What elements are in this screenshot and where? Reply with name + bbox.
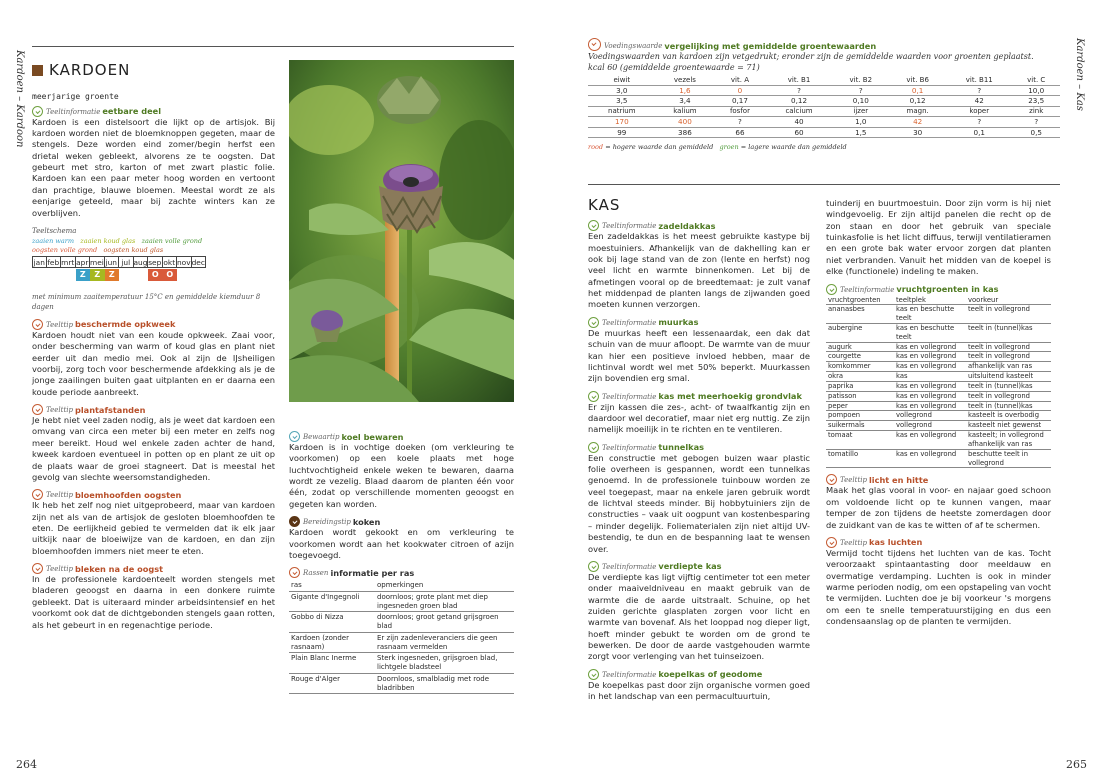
check-icon: [588, 442, 599, 453]
calendar-code-mei: Z: [90, 269, 105, 281]
calendar-months: [32, 256, 275, 268]
voeding-cell: natrium: [588, 106, 656, 116]
section-zadeldakkas: [588, 220, 810, 231]
vruchtgroenten-cell-c: afhankelijk van ras: [966, 362, 1051, 372]
calendar-month-nov: nov: [177, 258, 191, 268]
vruchtgroenten-cell-c: teelt in vollegrond: [966, 391, 1051, 401]
calendar-month-sep: sep: [148, 258, 162, 268]
voeding-cell: 0,12: [766, 96, 833, 107]
vruchtgroenten-row: [826, 411, 1051, 421]
vruchtgroenten-cell-a: aubergine: [826, 324, 894, 343]
rassen-cell-ras: Rouge d'Alger: [289, 673, 375, 694]
calendar-code-mrt: [61, 269, 76, 281]
section-tunnelkas: [588, 442, 810, 453]
zadeldakkas-text: Een zadeldakkas is het meest gebruikte kastype bij moestuiniers. Afhankelijk van de dakhelling kan er ook bij lage stand van de zon (lente en herfst) nog veel licht en warmte binnenkomen. Let bij de afmetingen vooral op de breedtemaat: je zult vanaf het middenpad de planten langs de zijwanden goed moeten kunnen verzorgen.: [588, 231, 810, 310]
vruchtgroenten-cell-b: vollegrond: [894, 411, 966, 421]
teeltschema-legend: [32, 237, 275, 255]
vruchtgroenten-row: [826, 342, 1051, 352]
voeding-cell: 30: [889, 127, 946, 138]
voeding-cell: 0,10: [832, 96, 889, 107]
voeding-cell: vezels: [656, 76, 715, 86]
kardoen-subtitle: meerjarige groente: [32, 92, 119, 102]
vruchtgroenten-cell-c: uitsluitend kasteelt: [966, 372, 1051, 382]
rassen-cell-opm: Sterk ingesneden, grijsgroen blad, lichtgele bladsteel: [375, 653, 514, 674]
calendar-month-okt: okt: [163, 258, 176, 268]
legend-rood-text: = hogere waarde dan gemiddeld: [605, 143, 714, 152]
calendar-code-jan: [32, 269, 47, 281]
vruchtgroenten-cell-b: kas en vollegrond: [894, 401, 966, 411]
muurkas-text: De muurkas heeft een lessenaardak, een dak dat schuin van de muur afloopt. De warmte van de muur kan hier een positieve invloed hebben, maar de lichtinval wordt wel met 50% beperkt. Muurkassen zijn bovendien erg smal.: [588, 327, 810, 384]
vruchtgroenten-row: [826, 401, 1051, 411]
voeding-cell: 0: [714, 85, 765, 96]
bloemhoofden-oogsten-text: Ik heb het zelf nog niet uitgeprobeerd, maar van kardoen zijn net als van de artisjok de gesloten bloemhoofden te eten. De eerlijkheid gebied te vermelden dat ik elk jaar uitkijk naar de bloeiwijze van de kardoen, en dan zijn bloemhoofden immers niet meer te eten.: [32, 500, 275, 556]
vruchtgroenten-cell-c: kasteelt is overbodig: [966, 411, 1051, 421]
vruchtgroenten-cell-a: okra: [826, 372, 894, 382]
voeding-cell: 170: [588, 117, 656, 128]
rassen-cell-opm: doornloos; grote plant met diep ingesneden groen blad: [375, 591, 514, 612]
vruchtgroenten-cell-a: ananasbes: [826, 305, 894, 324]
spine-title-right: Kardoen – Kas: [1074, 38, 1086, 111]
vruchtgroenten-row: [826, 372, 1051, 382]
tip-icon: [32, 319, 43, 330]
vruchtgroenten-cell-c: kasteelt; in vollegrond afhankelijk van ras: [966, 431, 1051, 450]
voeding-kcal: kcal 60 (gemiddelde groentewaarde = 71): [588, 63, 760, 73]
voeding-cell: fosfor: [714, 106, 765, 116]
calendar-month-mrt: mrt: [61, 258, 75, 268]
tip-icon: [32, 404, 43, 415]
section-title: koken: [352, 516, 381, 527]
vruchtgroenten-cell-a: paprika: [826, 381, 894, 391]
kardoen-photo: [289, 60, 514, 402]
vruchtgroenten-row: [826, 305, 1051, 324]
section-koken: [289, 516, 514, 527]
header-voorkeur: voorkeur: [966, 296, 1051, 305]
section-title: vruchtgroenten in kas: [896, 284, 999, 295]
page-number-right: 265: [1066, 758, 1087, 771]
section-kicker: Teeltinformatie: [602, 670, 657, 679]
beschermde-opkweek-text: Kardoen houdt niet van een koude opkweek. Zaai voor, onder bescherming van warm of koud glas en plant niet eerder uit dan medio mei. Ook al zijn de IJsheiligen voorbij, zorg toch voor beschermende afdekking als je de jonge zaailingen buiten gaat uitplanten en er daarna een koude periode aanbreekt.: [32, 329, 275, 397]
kardoen-column-middle: [289, 428, 514, 694]
voeding-cell: vit. A: [714, 76, 765, 86]
calendar-month-dec: dec: [191, 258, 205, 268]
voeding-row-r1: [588, 85, 1060, 96]
vruchtgroenten-cell-b: kas en vollegrond: [894, 352, 966, 362]
legend-groen: groen: [719, 143, 739, 152]
vruchtgroenten-cell-b: kas en vollegrond: [894, 362, 966, 372]
licht-en-hitte-text: Maak het glas vooral in voor- en najaar goed schoon om voldoende licht op te kunnen vangen, maar temper de zon tijdens de heetste zomerdagen door de zuidkant van de kas te witten of af te schermen.: [826, 485, 1051, 530]
voeding-cell: ?: [714, 117, 765, 128]
section-kicker: Teeltinformatie: [602, 318, 657, 327]
section-bloemhoofden-oogsten: [32, 489, 275, 500]
vruchtgroenten-header-row: [826, 296, 1051, 305]
calendar-month-aug: aug: [133, 258, 148, 268]
voeding-cell: ijzer: [832, 106, 889, 116]
teeltschema: [32, 227, 275, 313]
calendar-code-aug: [134, 269, 149, 281]
vruchtgroenten-cell-c: teelt in (tunnel)kas: [966, 401, 1051, 411]
calendar-code-apr: Z: [76, 269, 91, 281]
voeding-cell: zink: [1012, 106, 1060, 116]
header-teeltplek: teeltplek: [894, 296, 966, 305]
vruchtgroenten-cell-c: teelt in vollegrond: [966, 305, 1051, 324]
section-verdiepte-kas: [588, 561, 810, 572]
rassen-cell-ras: Gobbo di Nizza: [289, 612, 375, 633]
vruchtgroenten-cell-b: kas en vollegrond: [894, 449, 966, 468]
calendar-month-apr: apr: [76, 258, 89, 268]
vruchtgroenten-cell-a: tomaat: [826, 431, 894, 450]
section-kicker: Teelttip: [46, 491, 73, 500]
rassen-row: [289, 591, 514, 612]
voeding-cell: 0,1: [946, 127, 1012, 138]
kas-column-right: [826, 198, 1051, 627]
calendar-codes: [32, 268, 275, 281]
vruchtgroenten-row: [826, 421, 1051, 431]
varieties-icon: [289, 567, 300, 578]
vruchtgroenten-cell-a: tomatillo: [826, 449, 894, 468]
bleken-na-de-oogst-text: In de professionele kardoenteelt worden stengels met bladeren geoogst en daarna in een donkere ruimte gebleekt. Dat is uiteraard minder arbeidsintensief en het voorkomt ook dat de dichtgebonden stengels gaan rotten, als het gebeurt in en regenachtige periode.: [32, 574, 275, 630]
voeding-cell: 3,0: [588, 85, 656, 96]
rassen-cell-ras: Plain Blanc Inerme: [289, 653, 375, 674]
vruchtgroenten-cell-c: teelt in vollegrond: [966, 342, 1051, 352]
vruchtgroenten-cell-b: kas en vollegrond: [894, 391, 966, 401]
section-title: tunnelkas: [658, 442, 704, 453]
voeding-cell: 42: [946, 96, 1012, 107]
rassen-cell-opm: Doornloos, smalbladig met rode bladribben: [375, 673, 514, 694]
tip-icon: [32, 563, 43, 574]
voeding-cell: 1,5: [832, 127, 889, 138]
section-title: verdiepte kas: [658, 561, 722, 572]
page-number-left: 264: [16, 758, 37, 771]
verdiepte-kas-text: De verdiepte kas ligt vijftig centimeter tot een meter onder maaiveldniveau en maakt gebruik van de warmte die de aarde uitstraalt. Schuine, op het zuiden gerichte glasplaten zorgen voor licht en warmte van bovenaf. Als het looppad nog dieper ligt, hoeft minder gebukt te worden om de grond te bewerken. De door de aarde vastgehouden warmte zorgt voor verlenging van het tuinseizoen.: [588, 571, 810, 662]
check-icon: [588, 391, 599, 402]
section-kicker: Bewaartip: [303, 433, 340, 442]
koel-bewaren-text: Kardoen is in vochtige doeken (om verkleuring te voorkomen) op een koele plaats met hoge luchtvochtigheid enkele weken te bewaren, daarna wordt ze vezelig. Blaad daarom de planten één voor één, zodat op verschillende momenten geoogst en gegeten kan worden.: [289, 442, 514, 509]
plantafstanden-text: Je hebt niet veel zaden nodig, als je weet dat kardoen een omvang van circa een meter bij een meter en zelfs nog meer bereikt. Houd wel enkele zaden achter de hand, kweek kardoen eventueel in potten op en plant ze uit op de plaats waar de groei stagneert. Dat is meestal het gevolg van slechte weersomstandigheden.: [32, 415, 275, 482]
koepelkas-text: De koepelkas past door zijn organische vormen goed in het landschap van een permacultuurtuin,: [588, 679, 810, 702]
section-kicker: Teeltinformatie: [602, 222, 657, 231]
section-title: beschermde opkweek: [75, 319, 176, 330]
section-title: koel bewaren: [341, 431, 404, 442]
vruchtgroenten-cell-a: komkommer: [826, 362, 894, 372]
legend-groen-text: = lagere waarde dan gemiddeld: [740, 143, 847, 152]
section-title: zadeldakkas: [658, 220, 716, 231]
section-kicker: Teeltinformatie: [46, 107, 101, 116]
calendar-code-dec: [192, 269, 207, 281]
kardoen-heading: [32, 60, 275, 81]
vruchtgroenten-cell-b: kas en beschutte teelt: [894, 305, 966, 324]
section-title: eetbare deel: [102, 106, 161, 117]
kardoen-title: KARDOEN: [49, 61, 131, 79]
vruchtgroenten-cell-a: augurk: [826, 342, 894, 352]
calendar-code-feb: [47, 269, 62, 281]
voeding-cell: 3,5: [588, 96, 656, 107]
vruchtgroenten-cell-a: patisson: [826, 391, 894, 401]
vruchtgroenten-row: [826, 324, 1051, 343]
section-kas-luchten: [826, 537, 1051, 548]
vruchtgroenten-row: [826, 449, 1051, 468]
vruchtgroenten-cell-b: kas en vollegrond: [894, 342, 966, 352]
rassen-row: [289, 612, 514, 633]
rassen-row: [289, 673, 514, 694]
vruchtgroenten-cell-c: beschutte teelt in vollegrond: [966, 449, 1051, 468]
rassen-cell-opm: doornloos; groot getand grijsgroen blad: [375, 612, 514, 633]
voeding-cell: vit. B11: [946, 76, 1012, 86]
voeding-cell: ?: [1012, 117, 1060, 128]
eetbare-deel-text: Kardoen is een distelsoort die lijkt op de artisjok. Bij kardoen worden niet de bloemknoppen gegeten, maar de stengels. Deze worden eind zomer/begin herfst een drietal weken gebleekt, alvorens ze te oogsten. Dat gebeurt met stro, karton of met zwart plastic folie. Kardoen kan een paar meter hoog worden en vertoont dan prachtige, blauwe bloemen. Meestal wordt ze als eenjarige geteeld, maar bij zachte winters kan ze overblijven.: [32, 116, 275, 218]
section-rassen: [289, 567, 514, 578]
voeding-cell: 66: [714, 127, 765, 138]
voeding-cell: 400: [656, 117, 715, 128]
voeding-cell: kalium: [656, 106, 715, 116]
voeding-cell: ?: [946, 117, 1012, 128]
vruchtgroenten-cell-a: courgette: [826, 352, 894, 362]
kas-title: KAS: [588, 196, 621, 214]
rassen-row: [289, 653, 514, 674]
section-title: muurkas: [658, 317, 699, 328]
legend-zaaien-volle-grond: zaaien volle grond: [141, 236, 203, 245]
rassen-row: [289, 632, 514, 653]
vruchtgroenten-cell-b: kas en vollegrond: [894, 381, 966, 391]
voeding-row-r2: [588, 96, 1060, 107]
calendar-month-mei: mei: [90, 258, 104, 268]
voeding-cell: 0,17: [714, 96, 765, 107]
voeding-cell: 1,6: [656, 85, 715, 96]
voeding-row-r3: [588, 117, 1060, 128]
check-icon: [826, 284, 837, 295]
section-title: licht en hitte: [869, 474, 929, 485]
calendar-code-sep: O: [148, 269, 163, 281]
vruchtgroenten-cell-b: vollegrond: [894, 421, 966, 431]
vruchtgroenten-cell-b: kas en beschutte teelt: [894, 324, 966, 343]
voedingswaarde-block: [588, 38, 1060, 152]
calendar-month-jun: jun: [105, 256, 120, 268]
section-kicker: Teeltinformatie: [602, 443, 657, 452]
section-vruchtgroenten: [826, 284, 1051, 295]
section-koepelkas: [588, 669, 810, 680]
nutrition-icon: [588, 38, 601, 51]
section-kicker: Teelttip: [840, 476, 867, 485]
voeding-cell: koper: [946, 106, 1012, 116]
section-licht-en-hitte: [826, 474, 1051, 485]
section-title: vergelijking met gemiddelde groentewaarden: [664, 40, 877, 51]
voeding-cell: 23,5: [1012, 96, 1060, 107]
section-kicker: Rassen: [303, 569, 329, 578]
section-kicker: Teeltinformatie: [840, 285, 895, 294]
legend-rood: rood: [588, 143, 604, 152]
spine-title-left: Kardoen – Kardoon: [14, 50, 26, 148]
voeding-cell: 0,1: [889, 85, 946, 96]
check-icon: [32, 106, 43, 117]
vruchtgroenten-row: [826, 391, 1051, 401]
teeltschema-note: met minimum zaaitemperatuur 15°C en gemiddelde kiemduur 8 dagen: [32, 293, 261, 312]
voeding-cell: vit. B6: [889, 76, 946, 86]
section-meerhoekig: [588, 391, 810, 402]
rassen-header-ras: ras: [289, 580, 375, 591]
legend-zaaien-koud-glas: zaaien koud glas: [80, 236, 136, 245]
voeding-cell: 1,0: [832, 117, 889, 128]
legend-zaaien-warm: zaaien warm: [32, 236, 75, 245]
section-koel-bewaren: [289, 431, 514, 442]
calendar-code-jul: [119, 269, 134, 281]
tip-icon: [32, 489, 43, 500]
voeding-cell: magn.: [889, 106, 946, 116]
vruchtgroenten-cell-a: suikermaïs: [826, 421, 894, 431]
vruchtgroenten-cell-a: pompoen: [826, 411, 894, 421]
voeding-cell: ?: [832, 85, 889, 96]
koepelkas-text-continued: tuinderij en buurtmoestuin. Door zijn vorm is hij niet windgevoelig. Er zijn altijd panelen die recht op de zon staan en door het gebruik van speciale tuinkasfolie is het licht diffuus, terwijl ventilatieramen en een grote bak water ervoor zorgen dat planten niet verbranden. Vanuit het midden van de koepel is elke (functionele) indeling te maken.: [826, 198, 1051, 277]
voeding-cell: 0,5: [1012, 127, 1060, 138]
kas-column-left: [588, 195, 810, 703]
voeding-cell: vit. B1: [766, 76, 833, 86]
cooking-icon: [289, 516, 300, 527]
vruchtgroenten-cell-c: teelt in vollegrond: [966, 352, 1051, 362]
section-plantafstanden: [32, 404, 275, 415]
voeding-legend: [588, 143, 1060, 152]
vruchtgroenten-cell-b: kas: [894, 372, 966, 382]
kas-luchten-text: Vermijd tocht tijdens het luchten van de kas. Tocht veroorzaakt spintaantasting door meeldauw en overmatige verdamping. Luchten is ook in minder warme perioden nodig, om een opstapeling van vocht te vermijden. Luchten doe je bij voorkeur 's morgens om een te snelle temperatuurstijging en dus een condensaanslag op de planten te vermijden.: [826, 547, 1051, 627]
kardoen-column-left: [32, 60, 275, 631]
check-icon: [588, 317, 599, 328]
voeding-cell: vit. C: [1012, 76, 1060, 86]
rassen-header-row: [289, 580, 514, 591]
voeding-cell: calcium: [766, 106, 833, 116]
section-title: plantafstanden: [75, 404, 146, 415]
voeding-cell: 60: [766, 127, 833, 138]
vruchtgroenten-row: [826, 352, 1051, 362]
section-title: bloemhoofden oogsten: [75, 489, 182, 500]
section-voedingswaarde: [588, 38, 1060, 51]
section-title: kas luchten: [869, 537, 923, 548]
tip-icon: [826, 537, 837, 548]
vruchtgroenten-cell-c: teelt in (tunnel)kas: [966, 324, 1051, 343]
top-rule-left: [32, 46, 514, 47]
vruchtgroenten-table: [826, 296, 1051, 469]
rassen-cell-ras: Kardoen (zonder rasnaam): [289, 632, 375, 653]
vruchtgroenten-row: [826, 431, 1051, 450]
section-kicker: Teelttip: [46, 321, 73, 329]
voeding-cell: 10,0: [1012, 85, 1060, 96]
storage-icon: [289, 431, 300, 442]
section-bleken-na-de-oogst: [32, 563, 275, 574]
voeding-cell: eiwit: [588, 76, 656, 86]
legend-oogsten-koud-glas: oogsten koud glas: [103, 245, 164, 254]
section-title: kas met meerhoekig grondvlak: [658, 391, 802, 402]
section-kicker: Teelttip: [840, 538, 867, 547]
section-eetbare-deel: [32, 106, 275, 117]
vruchtgroenten-row: [826, 362, 1051, 372]
section-kicker: Voedingswaarde: [604, 42, 663, 51]
voeding-cell: 0,12: [889, 96, 946, 107]
section-kicker: Teeltinformatie: [602, 562, 657, 571]
rassen-table: [289, 580, 514, 694]
vruchtgroenten-cell-c: teelt in (tunnel)kas: [966, 381, 1051, 391]
voeding-intro: Voedingswaarden van kardoen zijn vetgedrukt; eronder zijn de gemiddelde waarden voor groenten geplaatst.: [588, 52, 1034, 61]
section-beschermde-opkweek: [32, 319, 275, 330]
calendar-month-feb: feb: [47, 258, 60, 268]
section-title: koepelkas of geodome: [658, 669, 763, 680]
teeltschema-title: Teeltschema: [32, 226, 77, 235]
check-icon: [588, 220, 599, 231]
brown-square-icon: [32, 65, 43, 76]
section-kicker: Bereidingstip: [303, 518, 351, 527]
vruchtgroenten-cell-b: kas en vollegrond: [894, 431, 966, 450]
section-kicker: Teeltinformatie: [602, 392, 657, 401]
voeding-row-h2: [588, 106, 1060, 116]
vruchtgroenten-cell-c: kasteelt niet gewenst: [966, 421, 1051, 431]
calendar-code-okt: O: [163, 269, 178, 281]
tunnelkas-text: Een constructie met gebogen buizen waar plastic folie overheen is gespannen, wordt een tunnelkas genoemd. In de professionele tuinbouw worden ze veel toegepast, maar na enkele jaren gebruik wordt de lichtval steeds minder. Bij hobbytuiniers zijn de constructies – vaak uit oogpunt van kostenbesparing – minder degelijk. Foliematerialen zijn niet altijd UV-bestendig, te dun en de bespanning laat te wensen over.: [588, 452, 810, 554]
calendar-code-jun: Z: [105, 269, 120, 281]
meerhoekig-text: Er zijn kassen die zes-, acht- of twaalfkantig zijn en daardoor wel decoratief, maar niet erg nuttig. Ze zijn namelijk moeilijk in te richten en te ventileren.: [588, 401, 810, 435]
voeding-table: [588, 76, 1060, 138]
kardoen-illustration: [289, 60, 514, 402]
section-title: bleken na de oogst: [75, 563, 164, 574]
rassen-cell-opm: Er zijn zadenleveranciers die geen rasnaam vermelden: [375, 632, 514, 653]
rassen-header-opmerkingen: opmerkingen: [375, 580, 514, 591]
calendar-month-jan: jan: [33, 258, 45, 268]
legend-oogsten-volle-grond: oogsten volle grond: [32, 245, 98, 254]
calendar-code-nov: [177, 269, 192, 281]
voeding-cell: ?: [766, 85, 833, 96]
section-kicker: Teelttip: [46, 565, 73, 574]
voeding-rule: [588, 184, 1060, 185]
vruchtgroenten-row: [826, 381, 1051, 391]
voeding-row-r4: [588, 127, 1060, 138]
voeding-cell: vit. B2: [832, 76, 889, 86]
voeding-cell: 42: [889, 117, 946, 128]
check-icon: [588, 561, 599, 572]
voeding-cell: 99: [588, 127, 656, 138]
header-vruchtgroenten: vruchtgroenten: [826, 296, 894, 305]
tip-icon: [826, 474, 837, 485]
voeding-cell: ?: [946, 85, 1012, 96]
section-muurkas: [588, 317, 810, 328]
koken-text: Kardoen wordt gekookt en om verkleuring te voorkomen wordt aan het kookwater citroen of azijn toegevoegd.: [289, 527, 514, 560]
voeding-cell: 386: [656, 127, 715, 138]
vruchtgroenten-cell-a: peper: [826, 401, 894, 411]
voeding-row-h1: [588, 76, 1060, 86]
check-icon: [588, 669, 599, 680]
rassen-cell-ras: Gigante d'Ingegnoli: [289, 591, 375, 612]
section-title: informatie per ras: [330, 567, 415, 578]
section-kicker: Teelttip: [46, 406, 73, 415]
voeding-cell: 40: [766, 117, 833, 128]
calendar-month-jul: jul: [119, 256, 134, 268]
voeding-cell: 3,4: [656, 96, 715, 107]
